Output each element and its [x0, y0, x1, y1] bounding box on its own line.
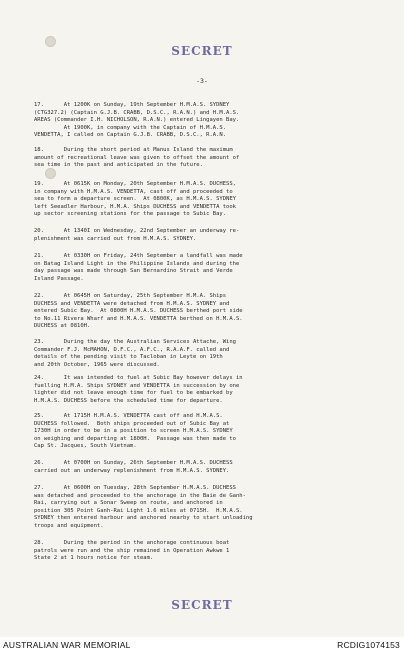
paragraph-line: 1730H in order to be in a position to screen H.M.A.S. SYDNEY [34, 428, 233, 434]
paragraph-line: on weighing and departing at 1800H. Passage was then made to [34, 435, 236, 442]
paragraph-line: patrols were run and the ship remained in Operation Awkwe 1 [34, 547, 230, 554]
paragraph-line: day passage was made through San Bernardino Strait and Verde [34, 268, 233, 274]
paragraph [34, 460, 369, 475]
paragraph [34, 293, 369, 331]
paragraph-line: AREAS (Commander I.H. NICHOLSON, R.A.N.) entered Lingayen Bay. [34, 117, 240, 123]
paragraph-line: on Batag Island Light in the Philippine Islands and during the [34, 260, 240, 267]
paragraph-line: 27. At 0600H on Tuesday, 28th September H.M.A.S. DUCHESS [34, 485, 236, 491]
paragraph-line: amount of recreational leave was given to offset the amount of [34, 154, 240, 161]
paragraph [34, 540, 369, 563]
paragraph-line: 17. At 1200K on Sunday, 19th September H.M.A.S. SYDNEY [34, 102, 230, 108]
paragraph-line: 26. At 0700H on Sunday, 26th September H.M.A.S. DUCHESS [34, 460, 233, 466]
secret-stamp-top: SECRET [171, 44, 233, 58]
paragraph-line: 25. At 1715H H.M.A.S. VENDETTA cast off and H.M.A.S. [34, 413, 223, 419]
paragraph [34, 102, 369, 140]
paragraph-line: troops and equipment. [34, 522, 104, 529]
paragraph-line: Island Passage. [34, 275, 84, 282]
paragraph-line: 21. At 0330H on Friday, 24th September a landfall was made [34, 253, 243, 259]
paragraph-line: 28. During the period in the anchorage continuous boat [34, 540, 230, 546]
paragraph-line: plenishment was carried out from H.M.A.S. SYDNEY. [34, 235, 197, 242]
paragraph-line: left Seeadler Harbour, H.M.A. Ships DUCHESS and VENDETTA took [34, 203, 236, 210]
paragraph-line: position 305 Point Ganh-Rai Light 1.6 miles at 0715H. H.M.A.S. [34, 507, 243, 514]
paragraph-line: 23. During the day the Australian Services Attache, Wing [34, 339, 236, 345]
paragraph-line: in company with H.M.A.S. VENDETTA, cast off and proceeded to [34, 188, 233, 195]
paragraph-line: DUCHESS followed. Both ships proceeded out of Subic Bay at [34, 420, 230, 427]
paragraph [34, 339, 369, 369]
paragraph [34, 253, 369, 283]
paragraph-line: entered Subic Bay. At 0800H H.M.A.S. DUCHESS berthed port side [34, 308, 243, 314]
paragraph-line: H.M.A.S. DUCHESS before the scheduled time for departure. [34, 397, 223, 404]
paragraph-line: details of the pending visit to Tacloban in Leyte on 19th [34, 354, 223, 360]
paragraph [34, 228, 369, 243]
paragraph-line: 24. It was intended to fuel at Subic Bay however delays in [34, 375, 243, 381]
paragraph-line: 19. At 0615K on Monday, 20th September H.M.A.S. DUCHESS, [34, 181, 236, 187]
paragraph-line: sea to form a departure screen. At 0800K, as H.M.A.S. SYDNEY [34, 196, 236, 202]
paragraph-line: 18. During the short period at Manus Island the maximum [34, 147, 233, 153]
paragraph-line: was detached and proceeded to the anchorage in the Baie de Ganh- [34, 492, 246, 499]
paragraph [34, 413, 369, 451]
footer-institution: AUSTRALIAN WAR MEMORIAL [3, 640, 131, 650]
paragraph-line: 22. At 0645H on Saturday, 25th September H.M.A. Ships [34, 293, 227, 299]
paragraph-line: and 20th October, 1965 were discussed. [34, 361, 160, 368]
paragraph-line: State 2 at 1 hours notice for steam. [34, 555, 154, 561]
paragraph-line: VENDETTA, I called on Captain G.J.B. CRABB, D.S.C., R.A.N. [34, 132, 227, 138]
paragraph [34, 485, 369, 530]
paragraph-line: DUCHESS and VENDETTA were detached from H.M.A.S. SYDNEY and [34, 300, 230, 307]
paragraph-line: lighter did not leave enough time for fuel to be embarked by [34, 390, 233, 396]
secret-stamp-bottom: SECRET [171, 598, 233, 612]
paragraph [34, 147, 369, 170]
archive-footer [0, 637, 404, 654]
paragraph-line: 20. At 1340I on Wednesday, 22nd September an underway re- [34, 228, 240, 234]
paragraph [34, 375, 369, 405]
punch-hole-icon [45, 168, 56, 179]
paragraph [34, 181, 369, 219]
paragraph-line: Rai, carrying out a Sonar Sweep on route, and anchored in [34, 500, 223, 506]
paragraph-line: to No.11 Rivera Wharf and H.M.A.S. VENDETTA berthed on H.M.A.S. [34, 315, 243, 322]
paragraph-line: sea time in the past and anticipated in the future. [34, 162, 203, 168]
page-number: -3- [196, 77, 208, 85]
paragraph-line: Cap St. Jacques, South Vietnam. [34, 443, 137, 449]
paragraph-line: DUCHESS at 0810H. [34, 323, 91, 329]
paragraph-line: up sector screening stations for the passage to Subic Bay. [34, 211, 227, 217]
paragraph-line: carried out an underway replenishment from H.M.A.S. SYDNEY. [34, 467, 230, 474]
paragraph-line: At 1900K, in company with the Captain of H.M.A.S. [34, 124, 227, 131]
paragraph-line: fuelling H.M.A. Ships SYDNEY and VENDETTA in succession by one [34, 382, 240, 389]
paragraph-line: SYDNEY then entered harbour and anchored nearby to start unloading [34, 515, 253, 521]
paragraph-line: (CTG327.2) (Captain G.J.B. CRABB, D.S.C., R.A.N.) and H.M.A.S. [34, 109, 240, 116]
footer-record-id: RCDIG1074153 [337, 640, 400, 650]
paragraph-line: Commander F.J. McMAHON, D.F.C., A.F.C., R.A.A.F. called and [34, 346, 230, 353]
